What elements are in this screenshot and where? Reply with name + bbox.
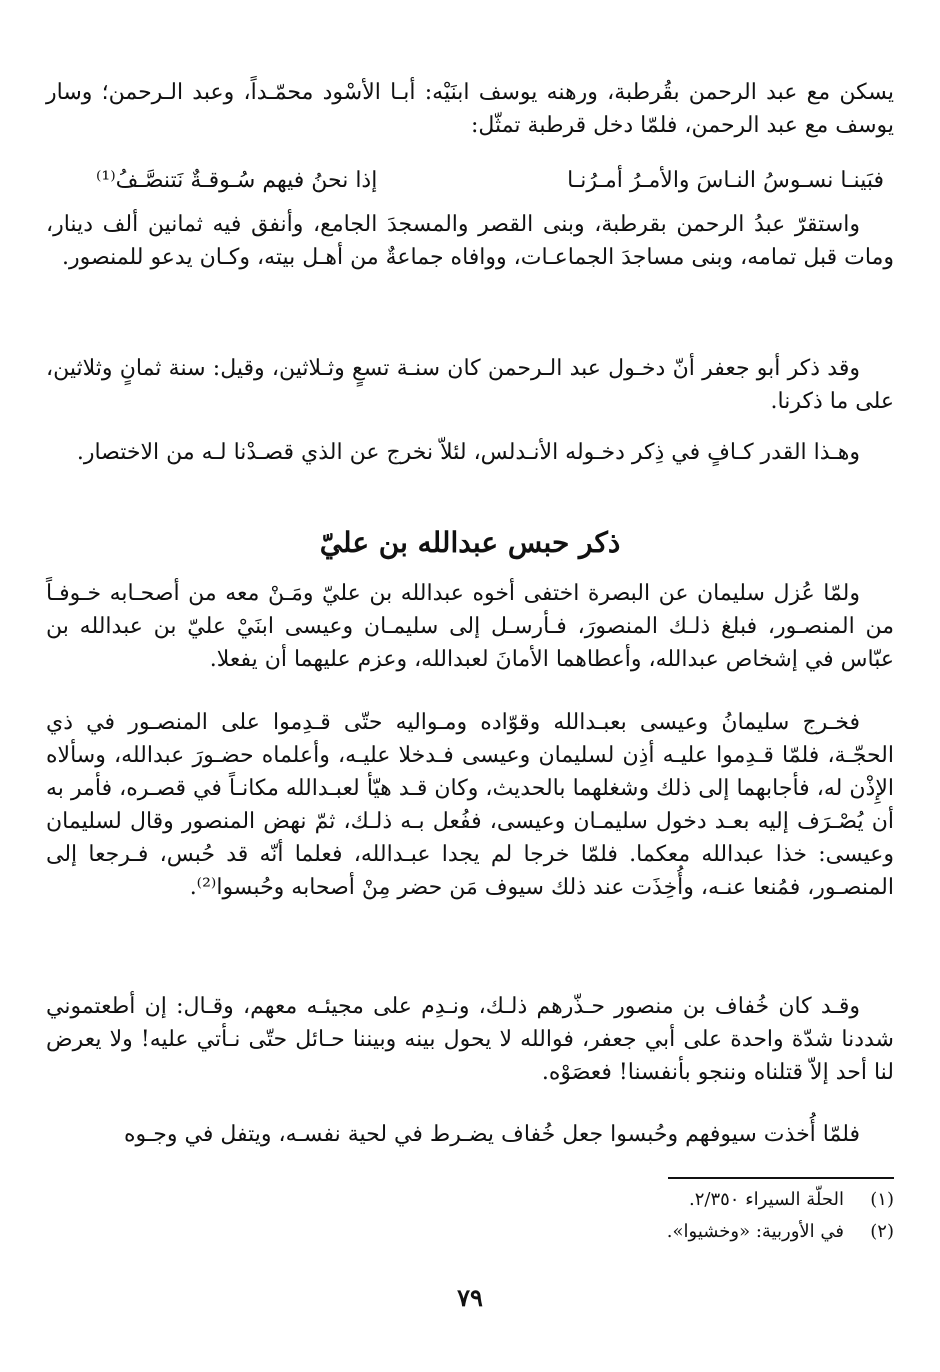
paragraph-2: واستقرّ عبدُ الرحمن بقرطبة، وبنى القصر والمسجدَ الجامع، وأنفق فيه ثمانين ألف دينار، ومات قبل تمامه، وبنى مساجدَ الجماعـات، ووافاه جماعةٌ من أهـل بيته، وكـان يدعو للمنصور. [46,212,894,270]
paragraph-7: وقـد كان خُفاف بن منصور حـذّرهم ذلـك، ونـدِم على مجيئـه معهم، وقـال: إن أطعتموني شددنا شدّة واحدة على أبي جعفر، فوالله لا يحول بينه وبيننا حـائل حتّى نـأتي عليه! ولا يعرض لنا أحد إلاّ قتلناه وننجو بأنفسنا! فعصَوْه. [46,994,894,1085]
paragraph-3: وقد ذكر أبو جعفر أنّ دخـول عبد الـرحمن كان سنـة تسعٍ وثـلاثين، وقيل: سنة ثمانٍ وثلاثين، على ما ذكرنا. [46,356,894,414]
verse-second-hemistich: إذا نحنُ فيهم سُـوقـةٌ نَتنصَّـفُ⁽¹⁾ [96,168,378,193]
poetry-verse [96,164,884,197]
paragraph-6: فخـرج سليمانُ وعيسى بعبـدالله وقوّاده ومـواليه حتّى قـدِموا على المنصـور في ذي الحجّـة، فلمّا قـدِموا عليـه أذِن لسليمان وعيسى فـدخلا عليـه، وأعلماه حضـورَ عبدالله، وسألاه الإِذْن له، فأجابهما إلى ذلك وشغلهما بالحديث، وكان قـد هيّأ لعبـدالله مكانـاً في قصـره، فأمر به أن يُصْـرَف إليه بعـد دخول سليمـان وعيسى، ففُعل بـه ذلـك، ثمّ نهض المنصور وقال لسليمان وعيسى: خذا عبدالله معكما. فلمّا خرجا لم يجدا عبـدالله، فعلما أنّه قد حُبس، فـرجعا إلى المنصـور، فمُنعا عنـه، وأُخِذَت عند ذلك سيوف مَن حضر مِنْ أصحابه وحُبسوا⁽²⁾. [46,710,894,900]
footnote-divider [668,1177,894,1179]
paragraph-8: فلمّا أُخذت سيوفهم وحُبسوا جعل خُفاف يضـرط في لحية نفسـه، ويتفل في وجـوه [123,1122,860,1147]
verse-first-hemistich: فبَينـا نسـوسُ النـاسَ والأمـرُ أمـرُنـا [567,168,884,193]
paragraph-4: وهـذا القدر كـافٍ في ذِكر دخـوله الأنـدلس، لئلاّ نخرج عن الذي قصـدْنا لـه من الاختصار. [76,440,860,465]
footnote-text: الحلّة السيراء ٢/٣٥٠. [688,1189,844,1210]
footnote-number: (٢) [870,1221,894,1242]
footnote-item [46,1216,894,1248]
section-heading: ذكر حبس عبدالله بن عليّ [319,526,621,559]
paragraph-1: يسكن مع عبد الرحمن بقُرطبة، ورهنه يوسف ابنَيْه: أبـا الأسْود محمّـداً، وعبد الـرحمن؛ وسار يوسف مع عبد الرحمن، فلمّا دخل قرطبة تمثّل: [46,80,894,138]
paragraph-5: ولمّا عُزل سليمان عن البصرة اختفى أخوه عبدالله بن عليّ ومَـنْ معه من أصحـابه خـوفـاً من المنصـور، فبلغ ذلـك المنصورَ، فـأرسـل إلى سليمـان وعيسى ابنَيْ عليّ بن عبدالله بن عبّاس في إشخاص عبدالله، وأعطاهما الأمانَ لعبدالله، وعزم عليهما أن يفعلا. [46,581,894,672]
footnote-number: (١) [870,1189,894,1210]
footnote-text: في الأوربية: «وخشيوا». [666,1221,844,1242]
footnote-item [46,1184,894,1216]
page-number: ٧٩ [457,1283,483,1312]
footnotes [46,1184,894,1248]
